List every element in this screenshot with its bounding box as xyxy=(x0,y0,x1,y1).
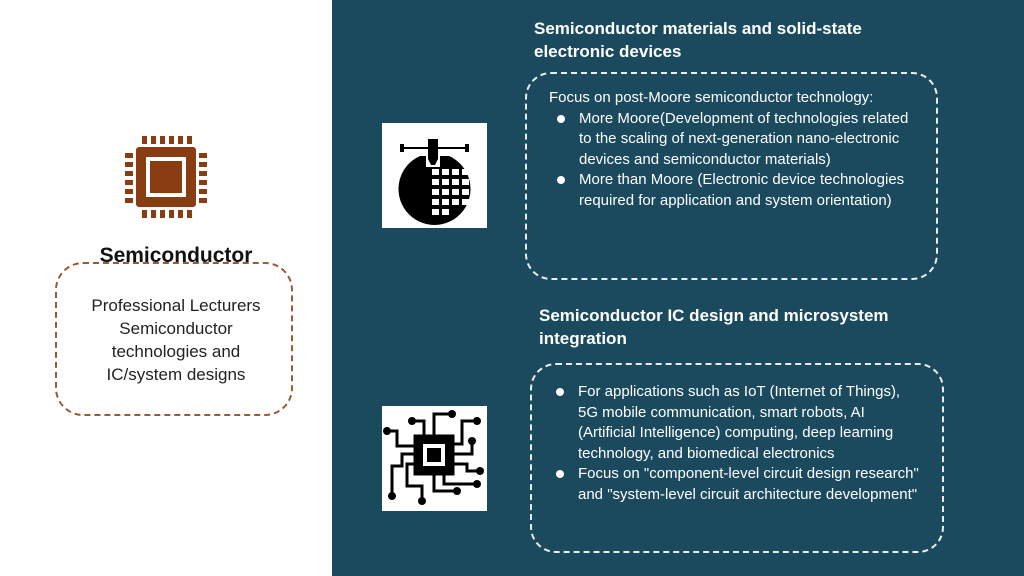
chip-pin xyxy=(169,136,174,144)
chip-pin xyxy=(199,198,207,203)
wafer-die xyxy=(462,179,469,185)
chip-pin xyxy=(199,162,207,167)
right-panel xyxy=(332,0,1024,576)
description-line: Semiconductor xyxy=(119,319,233,338)
ic-design-box xyxy=(530,363,944,553)
wafer-die xyxy=(452,189,459,195)
chip-pin xyxy=(125,198,133,203)
wafer-die xyxy=(452,199,459,205)
chip-pin xyxy=(178,136,183,144)
materials-intro: Focus on post-Moore semiconductor technology: xyxy=(549,89,874,106)
wafer-die xyxy=(442,169,449,175)
description-line: Professional Lecturers xyxy=(91,296,261,315)
chip-pin xyxy=(142,210,147,218)
semiconductor-title: Semiconductor xyxy=(99,244,253,267)
materials-box xyxy=(525,72,938,280)
wafer-die xyxy=(432,209,439,215)
chip-pin xyxy=(178,210,183,218)
wafer-icon xyxy=(382,123,487,228)
bullet-item: More than Moore (Electronic device technologies required for application and system orientation) xyxy=(549,170,916,211)
chip-pin xyxy=(142,136,147,144)
chip-pin xyxy=(125,171,133,176)
wafer-die xyxy=(442,189,449,195)
chip-pin xyxy=(199,171,207,176)
chip-pin xyxy=(187,210,192,218)
chip-pin xyxy=(125,162,133,167)
chip-pin xyxy=(125,180,133,185)
section-heading-materials: Semiconductor materials and solid-state electronic devices xyxy=(534,19,862,61)
description-line: IC/system designs xyxy=(106,365,246,384)
chip-pin xyxy=(199,189,207,194)
chip-pin xyxy=(169,210,174,218)
chip-pin xyxy=(151,136,156,144)
wafer-die xyxy=(442,199,449,205)
bullet-item: Focus on "component-level circuit design research" and "system-level circuit architecture development" xyxy=(548,464,922,505)
wafer-die xyxy=(462,169,469,175)
wafer-die xyxy=(452,169,459,175)
chip-pin xyxy=(199,153,207,158)
wafer-die xyxy=(432,179,439,185)
description-line: technologies and xyxy=(111,342,241,361)
wafer-die xyxy=(432,199,439,205)
bullet-item: More Moore(Development of technologies related to the scaling of next-generation nano-electronic devices and semiconductor materials) xyxy=(549,109,916,171)
left-panel xyxy=(0,0,332,576)
chip-pin xyxy=(160,210,165,218)
wafer-die xyxy=(462,189,469,195)
circuit-icon xyxy=(382,406,487,511)
chip-pin xyxy=(160,136,165,144)
chip-pin xyxy=(151,210,156,218)
wafer-die xyxy=(432,189,439,195)
chip-icon xyxy=(122,133,210,221)
chip-pin xyxy=(125,153,133,158)
chip-pin xyxy=(199,180,207,185)
description-text xyxy=(60,294,292,386)
bullet-item: For applications such as IoT (Internet of Things), 5G mobile communication, smart robots, AI (Artificial Intelligence) computing, deep learning technology, and biomedical electronics xyxy=(548,382,922,464)
chip-pin xyxy=(187,136,192,144)
section-heading-ic-design: Semiconductor IC design and microsystem integration xyxy=(539,306,889,348)
wafer-die xyxy=(432,169,439,175)
chip-pin xyxy=(125,189,133,194)
wafer-die xyxy=(442,209,449,215)
wafer-die xyxy=(452,179,459,185)
wafer-die xyxy=(442,179,449,185)
wafer-die xyxy=(462,199,469,205)
